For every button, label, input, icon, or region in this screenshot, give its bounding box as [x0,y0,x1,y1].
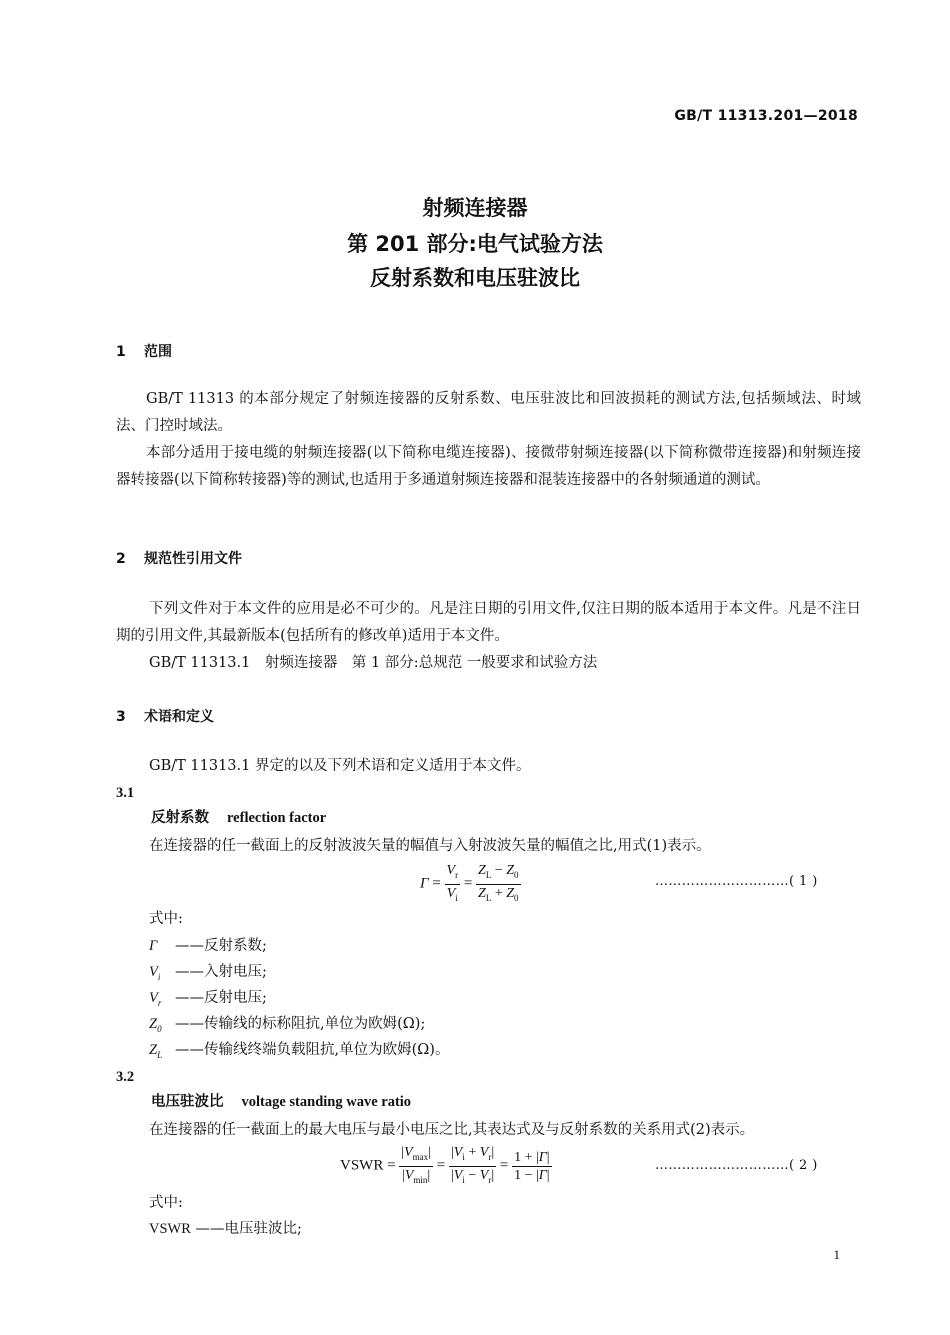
term-definition: 在连接器的任一截面上的反射波波矢量的幅值与入射波波矢量的幅值之比,用式(1)表示。 [149,838,711,854]
section-number: 3 [116,709,126,725]
title-line-3: 反射系数和电压驻波比 [370,266,580,290]
symbol-desc: ——反射系数; [175,938,267,954]
symbol-desc: ——传输线的标称阻抗,单位为欧姆(Ω); [175,1016,426,1032]
section-title: 术语和定义 [144,709,214,725]
term-number: 3.2 [116,1069,135,1085]
section-1-para-1: GB/T 11313 的本部分规定了射频连接器的反射系数、电压驻波比和回波损耗的测试方法,包括频域法、时域法、门控时域法。 [116,391,861,434]
symbol-row [149,1216,302,1243]
term-en: reflection factor [227,810,327,826]
symbol-desc: ——传输线终端负载阻抗,单位为欧姆(Ω)。 [175,1042,450,1058]
symbol: V [149,964,158,980]
section-1-heading [116,341,172,361]
where-label: 式中: [149,911,183,927]
where-label: 式中: [149,1195,183,1211]
document-number: GB/T 11313.201—2018 [674,108,858,124]
symbol: Z [149,1042,158,1058]
equation-2: VSWR = $\frac{|V_{max}|}{|V_{min}|}$ = $\frac{|V_i + V_r|}{|V_i - V_r|}$ = $\frac{1 + |\Gamma|}{1 - |\Gamma|}$ [340,1145,550,1185]
symbol-desc: ——入射电压; [175,964,267,980]
term-number: 3.1 [116,785,135,801]
equation-number: ( 2 ) [789,1158,818,1173]
symbol: Z [149,1016,158,1032]
section-2-para-1: 下列文件对于本文件的应用是必不可少的。凡是注日期的引用文件,仅注日期的版本适用于本文件。凡是不注日期的引用文件,其最新版本(包括所有的修改单)适用于本文件。 [116,601,861,644]
symbol: VSWR [149,1221,191,1237]
normative-reference: GB/T 11313.1 射频连接器 第 1 部分:总规范 一般要求和试验方法 [149,655,598,671]
symbol-subscript: L [157,1049,163,1060]
symbol-subscript: 0 [157,1023,162,1034]
title-line-2: 第 201 部分:电气试验方法 [347,232,603,256]
symbol-subscript: r [157,997,162,1008]
section-number: 2 [116,551,126,567]
equation-2-leader: …………………………( 2 ) [655,1158,818,1173]
symbol-row [149,1037,449,1069]
section-3-heading [116,706,214,726]
title-line-1: 射频连接器 [422,196,528,220]
symbol-desc: ——反射电压; [175,990,267,1006]
equation-1: Γ = $\frac{V_r}{V_i}$ = $\frac{Z_L - Z_0}{Z_L + Z_0}$ [420,863,519,903]
section-1-para-2: 本部分适用于接电缆的射频连接器(以下简称电缆连接器)、接微带射频连接器(以下简称微带连接器)和射频连接器转接器(以下简称转接器)等的测试,也适用于多通道射频连接器和混装连接器中的各射频通道的测试。 [116,445,861,488]
symbol: Γ [149,938,158,954]
term-en: voltage standing wave ratio [241,1094,412,1110]
section-number: 1 [116,344,126,360]
page-number: 1 [833,1247,840,1262]
term-definition: 在连接器的任一截面上的最大电压与最小电压之比,其表达式及与反射系数的关系用式(2)表示。 [149,1122,755,1138]
section-3-para-1: GB/T 11313.1 界定的以及下列术语和定义适用于本文件。 [149,758,531,774]
equation-1-leader: …………………………( 1 ) [655,874,818,889]
term-zh: 反射系数 [151,809,209,826]
equation-number: ( 1 ) [789,874,818,889]
symbol-subscript: i [157,971,161,982]
term-zh: 电压驻波比 [151,1093,224,1110]
symbol: V [149,990,158,1006]
section-title: 规范性引用文件 [144,551,242,567]
section-2-heading [116,548,242,568]
symbol-desc: ——电压驻波比; [195,1221,302,1237]
section-title: 范围 [144,344,172,360]
term-heading [151,806,326,827]
term-heading [151,1090,411,1111]
symbol-row [149,933,267,960]
